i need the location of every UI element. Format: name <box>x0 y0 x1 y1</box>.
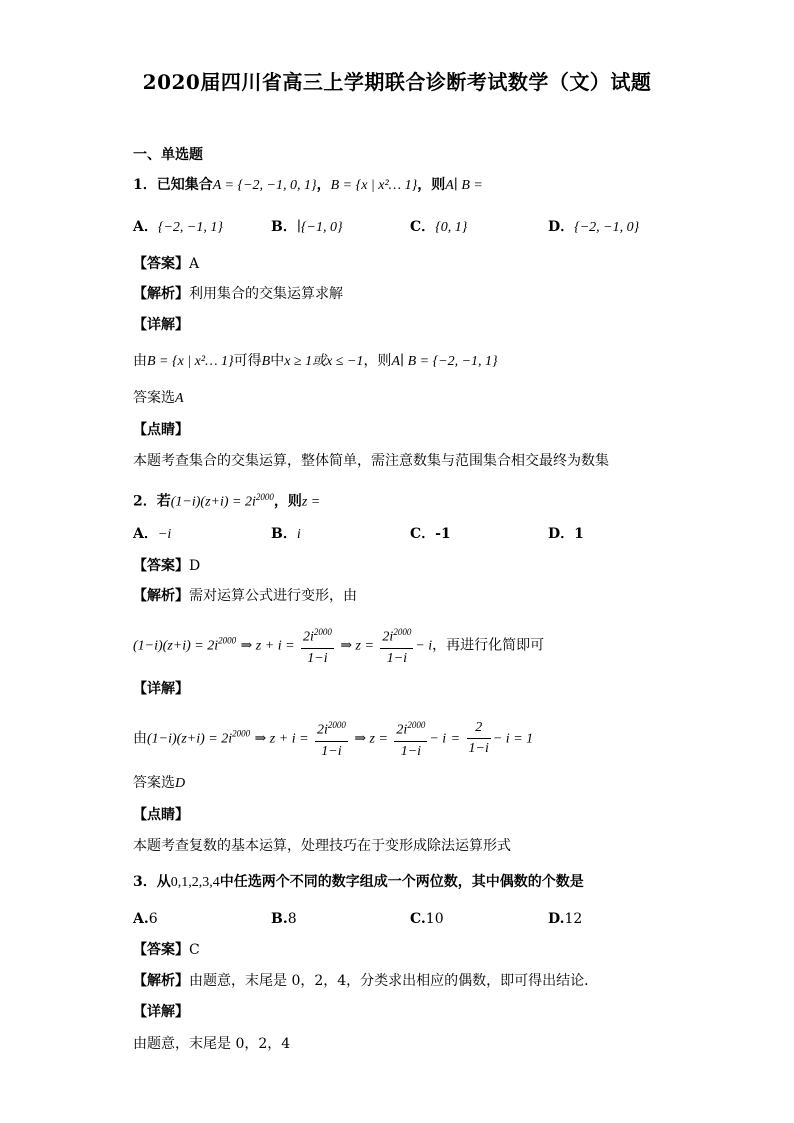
question-1-stem: 1．已知集合A = {−2, −1, 0, 1}，B = {x | x²… 1}，则A∣ B = <box>133 177 483 193</box>
question-3-option-d[interactable]: D.12 <box>548 911 583 927</box>
question-2-detail-label: 【详解】 <box>133 681 189 697</box>
question-3-analysis: 【解析】由题意，末尾是 0，2，4，分类求出相应的偶数，即可得出结论． <box>133 973 599 989</box>
question-2-answer: 【答案】D <box>133 558 201 574</box>
question-1-answer: 【答案】A <box>133 256 200 272</box>
fraction: $\frac{2i^{2000}}{1-i}$ <box>394 715 427 762</box>
question-3-option-b[interactable]: B.8 <box>271 911 297 927</box>
question-1-detail-label: 【详解】 <box>133 317 189 333</box>
question-2-comment-label: 【点睛】 <box>133 807 189 823</box>
question-1-option-d[interactable]: D．{−2, −1, 0} <box>548 219 640 235</box>
fraction: $\frac{2}{1-i}$ <box>468 719 489 756</box>
question-2-analysis: 【解析】需对运算公式进行变形，由 <box>133 588 357 604</box>
fraction: $\frac{2i^{2000}}{1-i}$ <box>380 622 413 669</box>
question-2-comment: 本题考查复数的基本运算，处理技巧在于变形成除法运算形式 <box>133 838 511 854</box>
question-2-detail-formula: 由$(1-i)(z+i) = 2i^{2000}$ ⇒ z + i = $\frac{2i^{2000}}{1-i}$ ⇒ z = $\frac{2i^{2000}}{1-i}$ − i = $\frac{2}{1-i}$ − i = 1 <box>133 715 533 762</box>
question-1-comment-label: 【点睛】 <box>133 422 189 438</box>
question-2-analysis-formula: $(1-i)(z+i) = 2i^{2000}$ ⇒ z + i = $\frac{2i^{2000}}{1-i}$ ⇒ z = $\frac{2i^{2000}}{1-i}$ − i，再进行化简即可 <box>133 622 544 669</box>
page-title: 2020届四川省高三上学期联合诊断考试数学（文）试题 <box>142 70 652 94</box>
question-2-option-a[interactable]: A．−i <box>133 526 172 542</box>
question-1-choice: 答案选A <box>133 390 184 406</box>
question-2-stem: 2．若$(1-i)(z+i) = 2i^{2000}$，则z = <box>133 492 321 510</box>
question-2-option-c[interactable]: C．-1 <box>410 526 451 542</box>
fraction: $\frac{2i^{2000}}{1-i}$ <box>301 622 334 669</box>
question-1-detail: 由B = {x | x²… 1}可得B中x ≥ 1或x ≤ −1，则A∣ B = {−2, −1, 1} <box>133 353 498 369</box>
question-3-answer: 【答案】C <box>133 942 200 958</box>
question-3-detail-label: 【详解】 <box>133 1004 189 1020</box>
question-1-analysis: 【解析】利用集合的交集运算求解 <box>133 286 343 302</box>
fraction: $\frac{2i^{2000}}{1-i}$ <box>315 715 348 762</box>
question-2-option-b[interactable]: B．i <box>271 526 301 542</box>
question-1-option-a[interactable]: A．{−2, −1, 1} <box>133 219 223 235</box>
question-1-comment: 本题考查集合的交集运算，整体简单，需注意数集与范围集合相交最终为数集 <box>133 453 609 469</box>
question-2-option-d[interactable]: D．1 <box>548 526 584 542</box>
question-3-detail: 由题意，末尾是 0，2，4 <box>133 1036 291 1052</box>
question-3-option-c[interactable]: C.10 <box>410 911 444 927</box>
question-3-option-a[interactable]: A.6 <box>133 911 158 927</box>
question-1-option-c[interactable]: C．{0, 1} <box>410 219 468 235</box>
section-heading: 一、单选题 <box>133 147 203 163</box>
question-1-option-b[interactable]: B．∣{−1, 0} <box>271 219 343 235</box>
question-2-choice: 答案选D <box>133 775 186 791</box>
question-3-stem: 3．从0,1,2,3,4中任选两个不同的数字组成一个两位数，其中偶数的个数是 <box>133 874 584 890</box>
